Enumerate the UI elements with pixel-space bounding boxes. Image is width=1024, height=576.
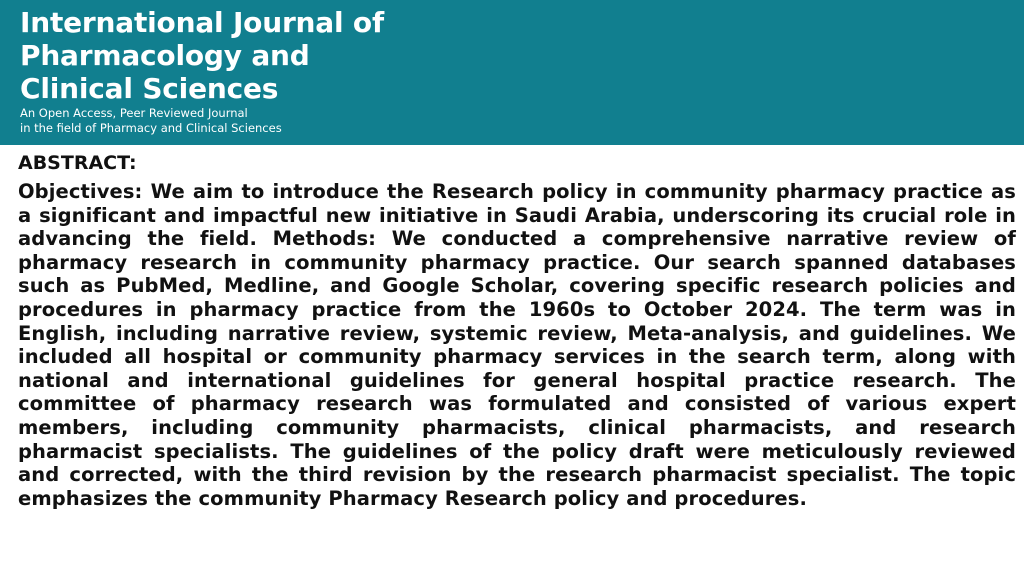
abstract-section [18, 151, 1016, 510]
journal-title-line: Clinical Sciences [20, 72, 279, 105]
journal-title-line: International Journal of [20, 6, 384, 39]
abstract-body [18, 180, 1016, 510]
journal-tagline [20, 106, 282, 136]
journal-banner [0, 0, 1024, 145]
journal-tagline-line: in the field of Pharmacy and Clinical Sciences [20, 121, 282, 135]
abstract-heading: ABSTRACT: [18, 152, 137, 174]
methods-label: Methods: [272, 227, 377, 251]
objectives-label: Objectives: [18, 180, 143, 203]
journal-tagline-line: An Open Access, Peer Reviewed Journal [20, 106, 248, 120]
objectives-text: We aim to introduce the Research policy in community pharmacy practice as a significant and impactful new initiative in Saudi Arabia, underscoring its crucial role in advancing the field. [18, 180, 1016, 251]
methods-text: We conducted a comprehensive narrative review of pharmacy research in community pharmacy practice. Our search spanned databases such as PubMed, Medline, and Google Scholar, covering specific research policies and procedures in pharmacy practice from the 1960s to October 2024. The term was in English, including narrative review, systemic review, Meta-analysis, and guidelines. We included all hospital or community pharmacy services in the search term, along with national and international guidelines for general hospital practice research. The committee of pharmacy research was formulated and consisted of various expert members, including community pharmacists, clinical pharmacists, and research pharmacist specialists. The guidelines of the policy draft were meticulously reviewed and corrected, with the third revision by the research pharmacist specialist. The topic emphasizes the community Pharmacy Research policy and procedures. [18, 227, 1017, 510]
journal-title-line: Pharmacology and [20, 39, 310, 72]
journal-title [20, 6, 384, 105]
